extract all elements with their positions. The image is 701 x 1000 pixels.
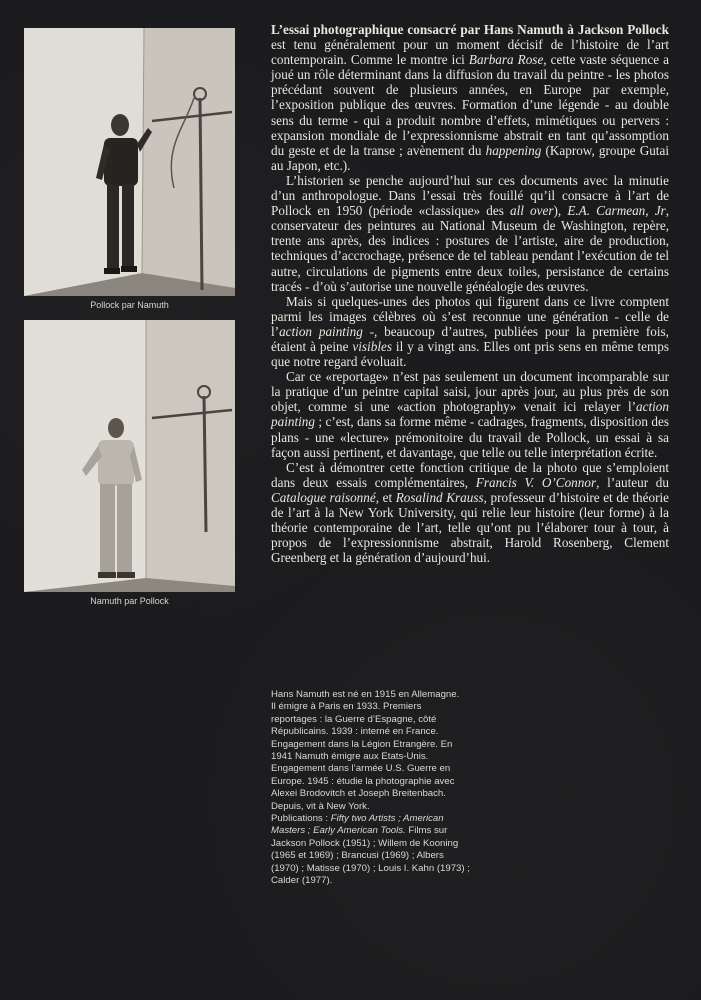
bio-publications: Publications : Fifty two Artists ; American [271, 813, 444, 825]
author-bio [271, 689, 491, 888]
photo-pollock-by-namuth [24, 28, 235, 296]
bio-line: Il émigre à Paris en 1933. Premiers [271, 701, 422, 713]
bio-line: Républicains. 1939 : interné en France. [271, 726, 439, 738]
bio-publications-cont: Masters ; Early American Tools. Films sur [271, 825, 448, 837]
photo-caption: Namuth par Pollock [90, 596, 169, 606]
essay-paragraph: Car ce «reportage» n’est pas seulement un document incomparable sur la pratique d’un peintre capital saisi, jour après jour, au plus près de son objet, comme si une «action photography» venait ici relayer l’action painting ; c’est, dans sa forme même - cadrages, fragments, disposition des plans - une «lecture» prémonitoire du travail de Pollock, un essai à sa façon aussi pertinent, et davantage, que telle ou telle interprétation écrite. [271, 369, 669, 460]
bio-line: (1965 et 1969) ; Brancusi (1969) ; Albers [271, 850, 444, 862]
bio-line: reportages : la Guerre d’Espagne, côté [271, 713, 437, 725]
bio-line: Engagement dans l’armée U.S. Guerre en [271, 763, 451, 775]
essay-paragraph: Mais si quelques-unes des photos qui figurent dans ce livre comptent parmi les images célèbres où s’est reconnue une génération - celle de l’action painting -, beaucoup d’autres, publiées pour la première fois, étaient à peine visibles il y a vingt ans. Elles ont pris sens en même temps que notre regard évoluait. [271, 293, 669, 370]
essay-lead: L’essai photographique consacré par Hans Namuth à Jackson Pollock [271, 22, 669, 37]
bio-line: Calder (1977). [271, 875, 333, 887]
photo-pollock-scene [24, 28, 235, 296]
bio-line: Engagement dans la Légion Etrangère. En [271, 738, 453, 750]
bio-line: Europe. 1945 : étudie la photographie avec [271, 775, 455, 787]
bio-line: Depuis, vit à New York. [271, 800, 370, 812]
bio-line: (1970) ; Matisse (1970) ; Louis I. Kahn (1973) ; [271, 862, 470, 874]
essay-paragraph: C’est à démontrer cette fonction critique de la photo que s’emploient dans deux essais complémentaires, Francis V. O’Connor, l’auteur du Catalogue raisonné, et Rosalind Krauss, professeur d’histoire et de théorie de l’art à la New York University, qui relie leur histoire (leur forme) à la théorie contemporaine de l’art, telle qu’ont pu l’élaborer tour à tour, à propos de l’expressionnisme abstrait, Harold Rosenberg, Clement Greenberg et la génération d’aujourd’hui. [271, 459, 669, 566]
essay-paragraph: L’essai photographique consacré par Hans Namuth à Jackson Pollock est tenu généralement pour un moment décisif de l’histoire de l’art contemporain. Comme le montre ici Barbara Rose, cette vaste séquence a joué un rôle déterminant dans la diffusion du travail du peintre - les photos précédant souvent de plusieurs années, en Europe par exemple, l’exposition publique des œuvres. Formation d’une légende - au double sens du terme - qui a produit nombre d’effets, mimétiques ou pervers : expansion mondiale de l’expressionnisme abstrait en tant qu’assomption du geste et de la transe ; avènement du happening (Kaprow, groupe Gutai au Japon, etc.). [271, 22, 669, 173]
essay-text [271, 22, 669, 565]
bio-line: Jackson Pollock (1951) ; Willem de Kooning [271, 837, 459, 849]
photo-caption: Pollock par Namuth [90, 300, 169, 310]
bio-line: 1941 Namuth émigre aux Etats-Unis. [271, 751, 429, 763]
photo-namuth-scene [24, 320, 235, 592]
photo-namuth-by-pollock [24, 320, 235, 592]
essay-paragraph: L’historien se penche aujourd’hui sur ces documents avec la minutie d’un anthropologue. Dans l’essai très fouillé qu’il consacre à l’art de Pollock en 1950 (période «classique» des all over), E.A. Carmean, Jr, conservateur des peintures au National Museum de Washington, repère, trente ans après, des indices : postures de l’artiste, aire de production, techniques d’accrochage, présence de tel tableau pendant l’exécution de tel autre, circulations de pigments entre deux toiles, persistance de certains tracés - d’où s’autorise une nouvelle généalogie des œuvres. [271, 172, 669, 294]
bio-line: Alexei Brodovitch et Joseph Breitenbach. [271, 788, 446, 800]
bio-line: Hans Namuth est né en 1915 en Allemagne. [271, 689, 460, 700]
